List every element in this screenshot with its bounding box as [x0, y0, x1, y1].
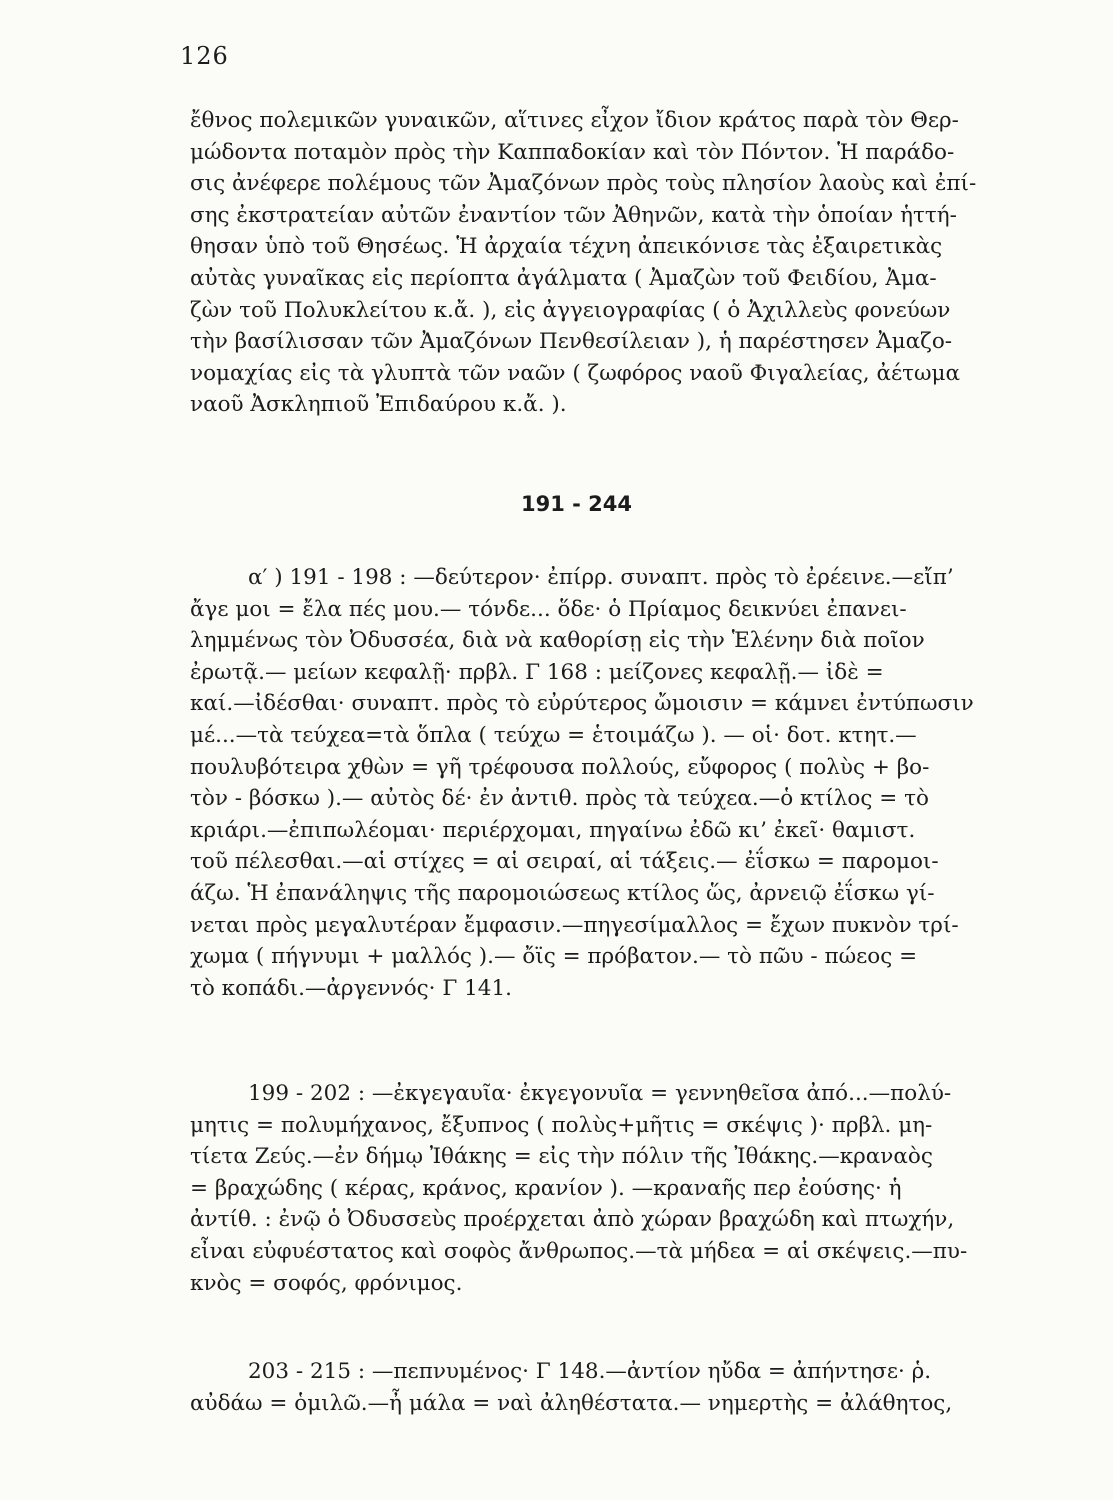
intro-paragraph	[190, 105, 1070, 421]
text-line: λημμένως τὸν Ὀδυσσέα, διὰ νὰ καθορίσῃ εἰς τὴν Ἑλένην διὰ ποῖον	[190, 628, 925, 654]
commentary-paragraph-203-215	[190, 1356, 1070, 1419]
text-line: νεται πρὸς μεγαλυτέραν ἔμφασιν.—πηγεσίμαλλος = ἔχων πυκνὸν τρί-	[190, 912, 959, 938]
text-line: ἐρωτᾷ.— μείων κεφαλῇ· πρβλ. Γ 168 : μείζονες κεφαλῇ.— ἰδὲ =	[190, 659, 884, 685]
commentary-paragraph-199-202	[190, 1078, 1070, 1299]
text-line: άζω. Ἡ ἐπανάληψις τῆς παρομοιώσεως κτίλος ὥς, ἀρνειῷ ἐΐσκω γί-	[190, 880, 935, 906]
text-line: ζὼν τοῦ Πολυκλείτου κ.ἄ. ), εἰς ἀγγειογραφίας ( ὁ Ἀχιλλεὺς φονεύων	[190, 297, 951, 323]
text-line: 203 - 215 : —πεπνυμένος· Γ 148.—ἀντίον ηὔδα = ἀπήντησε· ῥ.	[248, 1359, 932, 1384]
text-line: ἔθνος πολεμικῶν γυναικῶν, αἵτινες εἶχον ἴδιον κράτος παρὰ τὸν Θερ-	[190, 108, 959, 133]
text-line: τίετα Ζεύς.—ἐν δήμῳ Ἰθάκης = εἰς τὴν πόλιν τῆς Ἰθάκης.—κραναὸς	[190, 1144, 933, 1170]
text-line: αὐδάω = ὁμιλῶ.—ἦ μάλα = ναὶ ἀληθέστατα.— νημερτὴς = ἀλάθητος,	[190, 1390, 953, 1416]
text-line: πουλυβότειρα χθὼν = γῆ τρέφουσα πολλούς, εὔφορος ( πολὺς + βο-	[190, 754, 930, 780]
commentary-paragraph-191-198	[190, 562, 1070, 1004]
text-line: θησαν ὑπὸ τοῦ Θησέως. Ἡ ἀρχαία τέχνη ἀπεικόνισε τὰς ἐξαιρετικὰς	[190, 234, 943, 260]
text-line: καί.—ἰδέσθαι· συναπτ. πρὸς τὸ εὐρύτερος ὤμοισιν = κάμνει ἐντύπωσιν	[190, 691, 974, 717]
text-line: τὸ κοπάδι.—ἀργεννός· Γ 141.	[190, 975, 512, 1001]
section-heading: 191 - 244	[520, 492, 632, 516]
text-line: τὴν βασίλισσαν τῶν Ἀμαζόνων Πενθεσίλειαν ), ἡ παρέστησεν Ἀμαζο-	[190, 329, 953, 355]
text-line: τοῦ πέλεσθαι.—αἱ στίχες = αἱ σειραί, αἱ τάξεις.— ἐΐσκω = παρομοι-	[190, 849, 939, 875]
text-line: ναοῦ Ἀσκληπιοῦ Ἐπιδαύρου κ.ἄ. ).	[190, 392, 567, 418]
text-line: μώδοντα ποταμὸν πρὸς τὴν Καππαδοκίαν καὶ τὸν Πόντον. Ἡ παράδο-	[190, 139, 955, 165]
text-line: ἄγε μοι = ἔλα πές μου.— τόνδε... ὅδε· ὁ Πρίαμος δεικνύει ἐπανει-	[190, 596, 907, 622]
text-line: 199 - 202 : —ἐκγεγαυῖα· ἐκγεγονυῖα = γεννηθεῖσα ἀπό...—πολύ-	[248, 1081, 952, 1106]
text-line: σης ἐκστρατείαν αὐτῶν ἐναντίον τῶν Ἀθηνῶν, κατὰ τὴν ὁποίαν ἡττή-	[190, 202, 957, 228]
text-line: κνὸς = σοφός, φρόνιμος.	[190, 1270, 463, 1296]
text-line: = βραχώδης ( κέρας, κράνος, κρανίον ). —κραναῆς περ ἐούσης· ἡ	[190, 1175, 902, 1201]
text-line: κριάρι.—ἐπιπωλέομαι· περιέρχομαι, πηγαίνω ἐδῶ κι’ ἐκεῖ· θαμιστ.	[190, 817, 916, 843]
text-line: σις ἀνέφερε πολέμους τῶν Ἀμαζόνων πρὸς τοὺς πλησίον λαοὺς καὶ ἐπί-	[190, 171, 977, 197]
text-line: αὐτὰς γυναῖκας εἰς περίοπτα ἀγάλματα ( Ἀμαζὼν τοῦ Φειδίου, Ἀμα-	[190, 265, 937, 291]
text-line: μέ...—τὰ τεύχεα=τὰ ὅπλα ( τεύχω = ἑτοιμάζω ). — οἱ· δοτ. κτητ.—	[190, 722, 917, 748]
text-line: εἶναι εὐφυέστατος καὶ σοφὸς ἄνθρωπος.—τὰ μήδεα = αἱ σκέψεις.—πυ-	[190, 1238, 968, 1264]
text-line: μητις = πολυμήχανος, ἔξυπνος ( πολὺς+μῆτις = σκέψις )· πρβλ. μη-	[190, 1112, 933, 1138]
text-line: νομαχίας εἰς τὰ γλυπτὰ τῶν ναῶν ( ζωφόρος ναοῦ Φιγαλείας, ἀέτωμα	[190, 360, 961, 386]
text-line: α′ ) 191 - 198 : —δεύτερον· ἐπίρρ. συναπτ. πρὸς τὸ ἐρέεινε.—εἴπ’	[248, 565, 954, 590]
page-number: 126	[180, 42, 229, 70]
text-line: ἀντίθ. : ἐνῷ ὁ Ὀδυσσεὺς προέρχεται ἀπὸ χώραν βραχώδη καὶ πτωχήν,	[190, 1207, 955, 1233]
text-line: τὸν - βόσκω ).— αὐτὸς δέ· ἐν ἀντιθ. πρὸς τὰ τεύχεα.—ὁ κτίλος = τὸ	[190, 786, 929, 812]
text-line: χωμα ( πήγνυμι + μαλλός ).— ὄϊς = πρόβατον.— τὸ πῶυ - πώεος =	[190, 944, 918, 970]
